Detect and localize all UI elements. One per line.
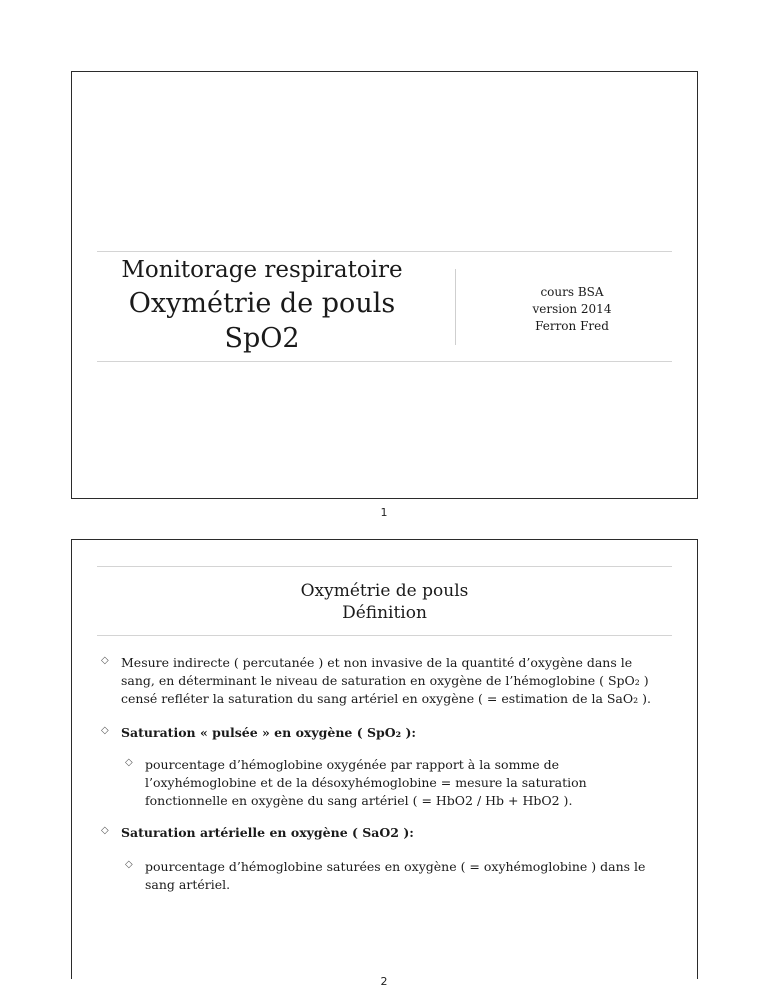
bullet-2: [101, 724, 661, 742]
bullet-3-sub-text: pourcentage d’hémoglobine saturées en oxygène ( = oxyhémoglobine ) dans le sang artériel.: [145, 859, 646, 893]
meta-author: Ferron Fred: [535, 318, 609, 333]
slide-1-meta: [512, 284, 632, 334]
slide-2-title-line-2: Définition: [342, 603, 427, 624]
title-line-2: Oxymétrie de pouls: [128, 287, 396, 319]
diamond-bullet-icon: ◇: [125, 757, 133, 768]
title-line-3: SpO2: [224, 322, 300, 354]
bullet-1-text: Mesure indirecte ( percutanée ) et non invasive de la quantité d’oxygène dans le sang, en déterminant le niveau de saturation en oxygène de l’hémoglobine ( SpO₂ ) censé refléter la saturation du sang artériel en oxygène ( = estimation de la SaO₂ ).: [121, 655, 651, 707]
top-rule: [97, 251, 672, 252]
title-bottom-rule: [97, 635, 672, 636]
title-line-1: Monitorage respiratoire: [121, 257, 403, 283]
bullet-2-text: Saturation « pulsée » en oxygène ( SpO₂ ):: [121, 725, 416, 740]
diamond-bullet-icon: ◇: [101, 655, 109, 666]
bullet-3: [101, 824, 661, 842]
bottom-rule: [97, 361, 672, 362]
slide-1: [71, 71, 698, 499]
meta-course: cours BSA: [540, 285, 604, 299]
slide-2: [71, 539, 698, 979]
page-number-2: 2: [380, 975, 388, 988]
diamond-bullet-icon: ◇: [125, 859, 133, 870]
bullet-3-text: Saturation artérielle en oxygène ( SaO2 ):: [121, 825, 414, 840]
bullet-1: [101, 654, 661, 708]
page-number-1: 1: [380, 506, 388, 519]
vertical-divider: [455, 269, 456, 345]
bullet-3-sub: [125, 858, 665, 894]
slide-2-title-line-1: Oxymétrie de pouls: [300, 581, 469, 601]
bullet-2-sub: [125, 756, 665, 810]
diamond-bullet-icon: ◇: [101, 825, 109, 836]
slide-2-title: [72, 580, 697, 624]
slide-1-title: [112, 257, 412, 355]
title-top-rule: [97, 566, 672, 567]
diamond-bullet-icon: ◇: [101, 725, 109, 736]
bullet-2-sub-text: pourcentage d’hémoglobine oxygénée par rapport à la somme de l’oxyhémoglobine et de la désoxyhémoglobine = mesure la saturation fonctionnelle en oxygène du sang artériel ( = HbO2 / Hb + HbO2 ).: [145, 757, 587, 809]
meta-version: version 2014: [532, 301, 612, 316]
